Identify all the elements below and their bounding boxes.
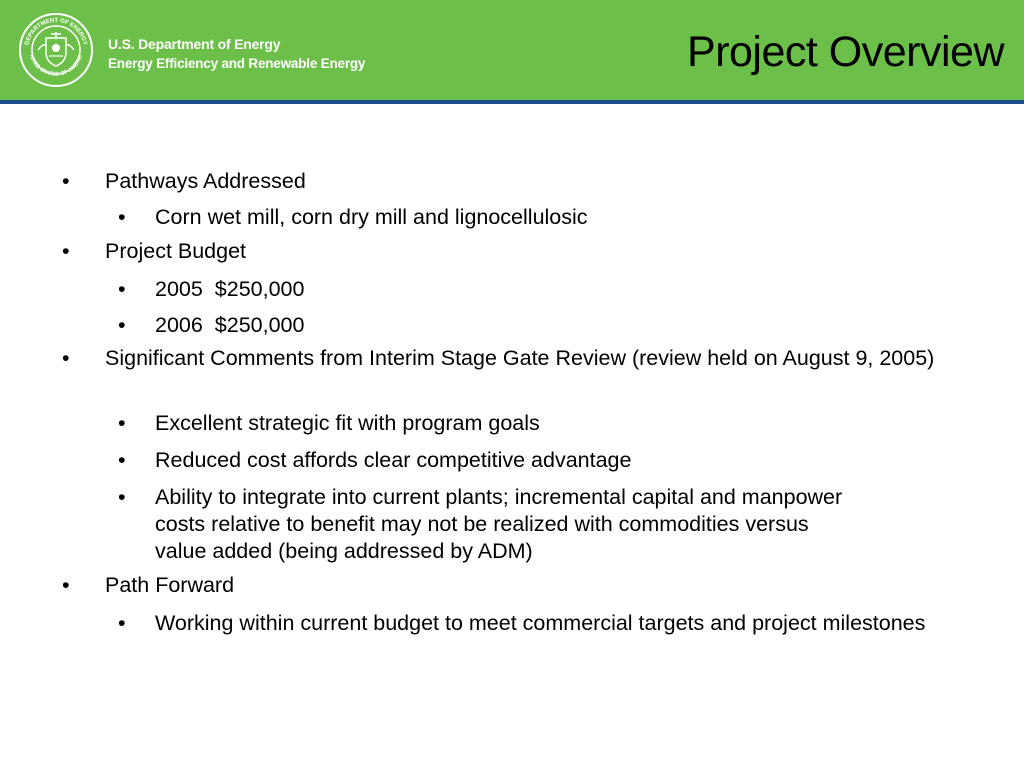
bullet-text: 2005 $250,000 <box>155 277 305 301</box>
bullet-item-level-2 <box>118 276 958 303</box>
bullet-icon: • <box>118 277 126 301</box>
bullet-item-level-2 <box>118 312 958 339</box>
bullet-text: Ability to integrate into current plants; incremental capital and manpower costs relative to benefit may not be realized with commodities versus value added (being addressed by ADM) <box>155 485 843 563</box>
bullet-icon: • <box>62 573 70 597</box>
bullet-item-level-2 <box>118 410 958 437</box>
bullet-item-level-1 <box>62 572 942 599</box>
bullet-item-level-2 <box>118 204 958 231</box>
bullet-text: Significant Comments from Interim Stage Gate Review (review held on August 9, 2005) <box>105 346 935 370</box>
bullet-text: Working within current budget to meet commercial targets and project milestones <box>155 611 926 635</box>
bullet-icon: • <box>62 169 70 193</box>
bullet-icon: • <box>62 346 70 370</box>
svg-text:DEPARTMENT OF ENERGY: DEPARTMENT OF ENERGY <box>24 17 88 46</box>
agency-name-line-1: U.S. Department of Energy <box>108 36 281 52</box>
bullet-icon: • <box>118 411 126 435</box>
bullet-item-level-2 <box>118 610 958 637</box>
bullet-item-level-2 <box>118 447 958 474</box>
header-divider <box>0 100 1024 104</box>
bullet-icon: • <box>118 611 126 635</box>
bullet-text: Corn wet mill, corn dry mill and lignocellulosic <box>155 205 588 229</box>
bullet-item-level-1 <box>62 238 942 265</box>
bullet-icon: • <box>62 239 70 263</box>
doe-seal-icon <box>18 12 94 88</box>
bullet-item-level-2 <box>118 484 858 565</box>
bullet-text: Path Forward <box>105 573 235 597</box>
bullet-text: Excellent strategic fit with program goals <box>155 411 540 435</box>
agency-name <box>108 34 365 74</box>
bullet-icon: • <box>118 313 126 337</box>
bullet-text: 2006 $250,000 <box>155 313 305 337</box>
bullet-text: Reduced cost affords clear competitive advantage <box>155 448 632 472</box>
bullet-icon: • <box>118 485 126 509</box>
page-title: Project Overview <box>687 28 1004 76</box>
bullet-text: Project Budget <box>105 239 247 263</box>
bullet-item-level-1 <box>62 168 942 195</box>
bullet-icon: • <box>118 448 126 472</box>
bullet-text: Pathways Addressed <box>105 169 306 193</box>
bullet-icon: • <box>118 205 126 229</box>
bullet-item-level-1 <box>62 345 942 372</box>
agency-name-line-2: Energy Efficiency and Renewable Energy <box>108 56 366 71</box>
svg-text:UNITED STATES OF AMERICA: NITED STATES OF AMERIC <box>27 54 85 78</box>
